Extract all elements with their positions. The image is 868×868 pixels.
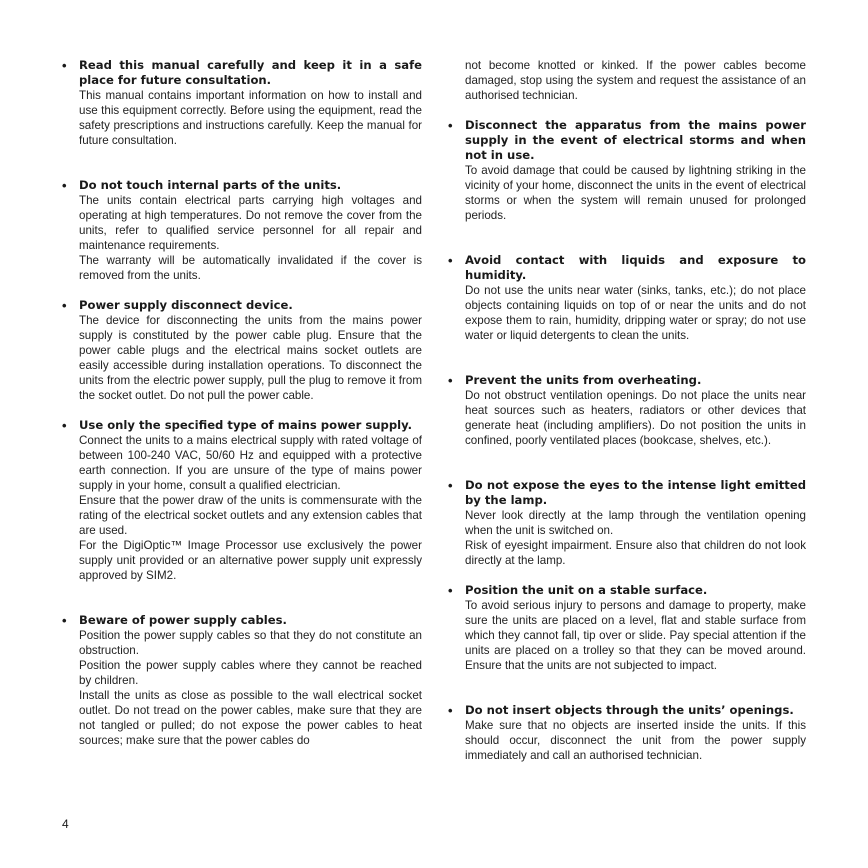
bullet-icon: • <box>448 118 453 133</box>
safety-item-disconnect-device <box>62 298 422 403</box>
right-column <box>448 58 806 763</box>
item-heading: Do not touch internal parts of the units. <box>79 178 342 192</box>
item-body <box>79 193 422 283</box>
safety-item-overheating <box>448 373 806 448</box>
bullet-icon: • <box>448 703 453 718</box>
bullet-icon: • <box>448 478 453 493</box>
item-paragraph: Connect the units to a mains electrical supply with rated voltage of between 100-240 VAC, 50/60 Hz and equipped with a protective earth connection. If you are unsure of the type of mains power supply in your home, consult a qualified electrician. <box>79 434 422 492</box>
safety-item-lamp-light <box>448 478 806 568</box>
safety-item-stable-surface <box>448 583 806 673</box>
item-paragraph: The warranty will be automatically invalidated if the cover is removed from the units. <box>79 254 422 282</box>
item-heading: Do not expose the eyes to the intense light emitted by the lamp. <box>465 478 806 507</box>
item-body <box>79 433 422 583</box>
item-heading: Use only the specified type of mains power supply. <box>79 418 413 432</box>
item-heading: Disconnect the apparatus from the mains power supply in the event of electrical storms and when not in use. <box>465 118 806 162</box>
item-heading: Avoid contact with liquids and exposure to humidity. <box>465 253 806 282</box>
item-paragraph: The device for disconnecting the units from the mains power supply is constituted by the power cable plug. Ensure that the power cable plugs and the electrical mains socket outlets are easily accessible during installation operations. To disconnect the units from the electric power supply, pull the plug to remove it from the socket outlet. Do not pull the power cable. <box>79 314 422 402</box>
item-heading: Read this manual carefully and keep it in a safe place for future consultation. <box>79 58 422 87</box>
safety-item-mains-supply <box>62 418 422 583</box>
left-column <box>62 58 422 748</box>
bullet-icon: • <box>448 253 453 268</box>
item-heading: Do not insert objects through the units’ openings. <box>465 703 794 717</box>
item-body <box>465 598 806 673</box>
item-heading: Beware of power supply cables. <box>79 613 287 627</box>
item-paragraph: Position the power supply cables where they cannot be reached by children. <box>79 659 422 687</box>
item-paragraph: To avoid serious injury to persons and damage to property, make sure the units are placed on a level, flat and stable surface from which they cannot fall, tip over or slide. Pay special attention if the units are placed on a trolley so that they can be moved around. Ensure that the units are not subjected to impact. <box>465 599 806 672</box>
item-body <box>79 313 422 403</box>
item-paragraph: Position the power supply cables so that they do not constitute an obstruction. <box>79 629 422 657</box>
item-paragraph: Do not use the units near water (sinks, tanks, etc.); do not place objects containing liquids on top of or near the units and do not expose them to rain, humidity, dripping water or spray; do not use water or liquid detergents to clean the units. <box>465 284 806 342</box>
bullet-icon: • <box>62 418 67 433</box>
item-body <box>465 283 806 343</box>
safety-item-power-cables <box>62 613 422 748</box>
item-heading: Power supply disconnect device. <box>79 298 293 312</box>
item-heading: Prevent the units from overheating. <box>465 373 702 387</box>
bullet-icon: • <box>448 583 453 598</box>
bullet-icon: • <box>62 178 67 193</box>
item-paragraph: To avoid damage that could be caused by lightning striking in the vicinity of your home, disconnect the units in the event of electrical storms or when the system will remain unused for prolonged periods. <box>465 164 806 222</box>
item-paragraph: Make sure that no objects are inserted inside the units. If this should occur, disconnect the unit from the power supply immediately and call an authorised technician. <box>465 719 806 762</box>
item-paragraph: Do not obstruct ventilation openings. Do not place the units near heat sources such as heaters, radiators or other devices that generate heat (including amplifiers). Do not position the units in confined, poorly ventilated places (bookcase, shelves, etc.). <box>465 389 806 447</box>
item-paragraph: Install the units as close as possible to the wall electrical socket outlet. Do not tread on the power cables, make sure that they are not tangled or pulled; do not expose the power cables to heat sources; make sure that the power cables do <box>79 689 422 747</box>
item-paragraph: Risk of eyesight impairment. Ensure also that children do not look directly at the lamp. <box>465 539 806 567</box>
safety-item-insert-objects <box>448 703 806 763</box>
bullet-icon: • <box>62 298 67 313</box>
item-paragraph: This manual contains important information on how to install and use this equipment correctly. Before using the equipment, read the safety prescriptions and instructions carefully. Keep the manual for future consultation. <box>79 89 422 147</box>
item-paragraph: Never look directly at the lamp through the ventilation opening when the unit is switched on. <box>465 509 806 537</box>
item-paragraph: The units contain electrical parts carrying high voltages and operating at high temperatures. Do not remove the cover from the units, refer to qualified service personnel for all repair and maintenance requirements. <box>79 194 422 252</box>
bullet-icon: • <box>62 58 67 73</box>
item-body <box>465 388 806 448</box>
bullet-icon: • <box>62 613 67 628</box>
item-paragraph: For the DigiOptic™ Image Processor use exclusively the power supply unit provided or an alternative power supply unit expressly approved by SIM2. <box>79 539 422 582</box>
safety-item-read-manual <box>62 58 422 148</box>
item-heading: Position the unit on a stable surface. <box>465 583 708 597</box>
item-body <box>465 508 806 568</box>
continued-paragraph: not become knotted or kinked. If the power cables become damaged, stop using the system and request the assistance of an authorised technician. <box>465 59 806 102</box>
item-paragraph: Ensure that the power draw of the units is commensurate with the rating of the electrical socket outlets and any extension cables that are used. <box>79 494 422 537</box>
safety-item-liquids-humidity <box>448 253 806 343</box>
item-body <box>465 163 806 223</box>
item-body <box>465 718 806 763</box>
safety-item-internal-parts <box>62 178 422 283</box>
page-number: 4 <box>62 817 69 831</box>
item-body <box>79 628 422 748</box>
bullet-icon: • <box>448 373 453 388</box>
item-body <box>79 88 422 148</box>
safety-item-electrical-storms <box>448 118 806 223</box>
